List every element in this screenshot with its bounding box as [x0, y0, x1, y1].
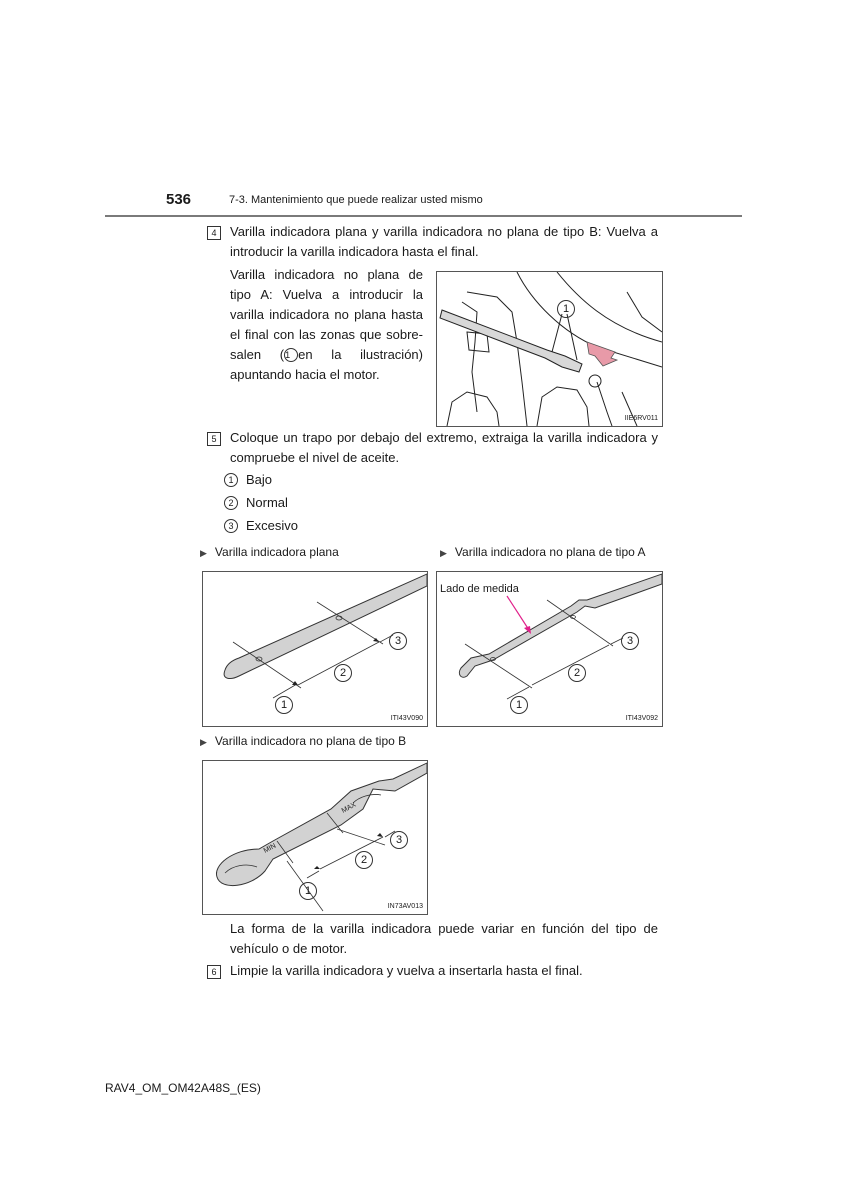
flat-dipstick-figure — [202, 571, 428, 727]
step-4-sub-line-1: Varilla indicadora no plana de — [230, 267, 423, 282]
engine-figure-code: IIE6RV011 — [624, 415, 658, 422]
section-title: 7-3. Mantenimiento que puede realizar usted mismo — [229, 194, 483, 206]
step-4-line-1: Varilla indicadora plana y varilla indicadora no plana de tipo B: Vuelva a — [230, 224, 658, 239]
header-rule — [105, 215, 742, 217]
step-5-line-2: compruebe el nivel de aceite. — [230, 450, 400, 465]
legend-label: Excesivo — [246, 518, 299, 533]
type-b-figure-code: IN73AV013 — [387, 903, 423, 910]
min-mark: MIN — [262, 842, 278, 855]
type-a-callout-2: 2 — [568, 664, 586, 682]
legend-item-bajo — [224, 472, 272, 487]
type-b-callout-3: 3 — [390, 831, 408, 849]
step-5-line-1: Coloque un trapo por debajo del extremo, extraiga la varilla indicadora y — [230, 430, 658, 445]
type-a-dipstick-figure — [436, 571, 663, 727]
step-4-sub-line-4: el final con las zonas que sobre- — [230, 327, 423, 342]
footer-code: RAV4_OM_OM42A48S_(ES) — [105, 1081, 261, 1095]
step-5-number: 5 — [207, 432, 221, 446]
engine-bay-illustration — [437, 272, 662, 426]
legend-label: Normal — [246, 495, 288, 510]
legend-item-normal — [224, 495, 288, 510]
max-mark: MAX — [340, 801, 358, 815]
triangle-bullet-icon: ▶ — [440, 548, 447, 558]
legend-number: 3 — [224, 519, 238, 533]
measure-side-label: Lado de medida — [440, 583, 519, 595]
step-6-number: 6 — [207, 965, 221, 979]
flat-callout-3: 3 — [389, 632, 407, 650]
type-b-callout-1: 1 — [299, 882, 317, 900]
flat-callout-1: 1 — [275, 696, 293, 714]
type-a-dipstick-heading: ▶ Varilla indicadora no plana de tipo A — [440, 545, 646, 559]
step-5-text — [230, 428, 658, 468]
step-4-sub-line-5: salen (1 en la ilustración) — [230, 347, 423, 362]
callout-1-inline: 1 — [284, 348, 298, 362]
step-4-sub-line-3: varilla indicadora no plana hasta — [230, 307, 423, 322]
note-line-1: La forma de la varilla indicadora puede variar en función del tipo de — [230, 921, 658, 936]
legend-number: 2 — [224, 496, 238, 510]
flat-dipstick-heading: ▶ Varilla indicadora plana — [200, 545, 339, 559]
note-line-2: vehículo o de motor. — [230, 941, 348, 956]
triangle-bullet-icon: ▶ — [200, 737, 207, 747]
flat-callout-2: 2 — [334, 664, 352, 682]
legend-number: 1 — [224, 473, 238, 487]
type-b-dipstick-figure — [202, 760, 428, 915]
step-4-subtext — [230, 265, 423, 385]
step-4-sub-line-2: tipo A: Vuelva a introducir la — [230, 287, 423, 302]
step-4-text — [230, 222, 658, 262]
type-a-callout-3: 3 — [621, 632, 639, 650]
engine-callout-1: 1 — [557, 300, 575, 318]
triangle-bullet-icon: ▶ — [200, 548, 207, 558]
type-b-callout-2: 2 — [355, 851, 373, 869]
type-a-figure-code: ITI43V092 — [625, 715, 658, 722]
type-a-callout-1: 1 — [510, 696, 528, 714]
step-4-sub-line-6: apuntando hacia el motor. — [230, 367, 380, 382]
legend-label: Bajo — [246, 472, 273, 487]
step-4-number: 4 — [207, 226, 221, 240]
shape-note — [230, 919, 658, 959]
flat-figure-code: ITI43V090 — [390, 715, 423, 722]
legend-item-excesivo — [224, 518, 298, 533]
step-6-text: Limpie la varilla indicadora y vuelva a insertarla hasta el final. — [230, 963, 583, 978]
engine-bay-figure — [436, 271, 663, 427]
type-b-dipstick-heading: ▶ Varilla indicadora no plana de tipo B — [200, 734, 407, 748]
page-number: 536 — [166, 191, 192, 208]
step-4-line-2: introducir la varilla indicadora hasta el final. — [230, 244, 479, 259]
